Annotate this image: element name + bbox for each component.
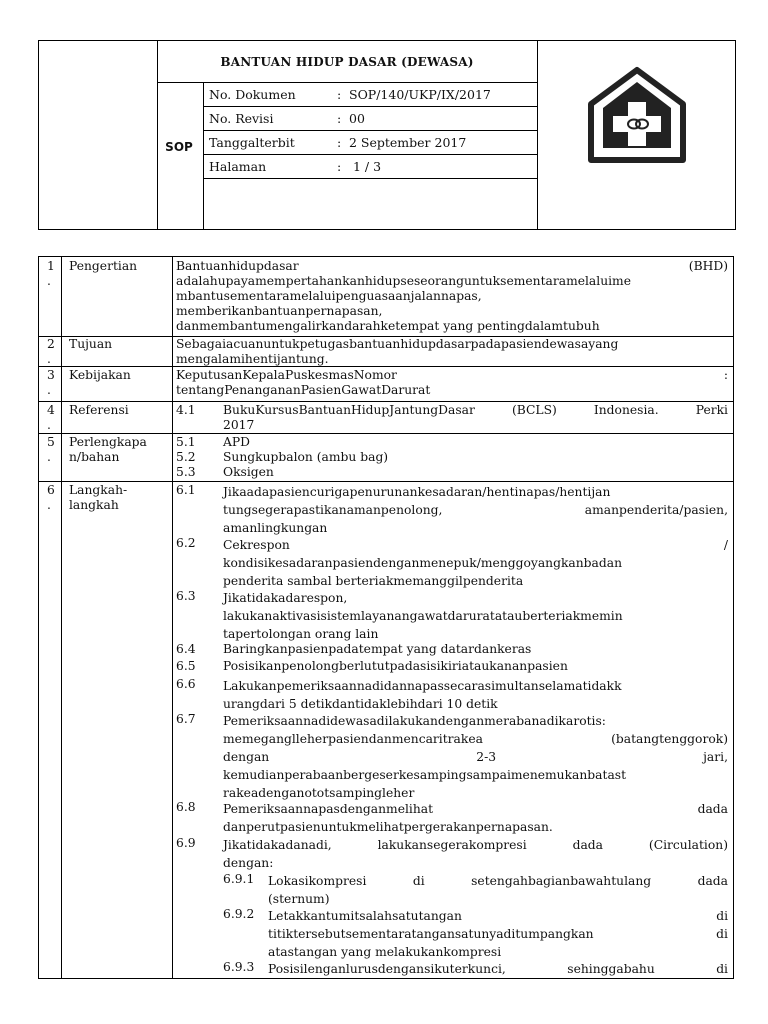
content-line: BukuKursusBantuanHidupJantungDasar (BCLS) Indonesia. Perki <box>223 403 728 417</box>
item-number: 5.3 <box>176 465 196 479</box>
content-line: danmembantumengalirkandarahketempat yang pentingdalamtubuh <box>176 319 600 333</box>
step-number: 6.2 <box>176 536 196 550</box>
substep-text <box>268 872 728 908</box>
meta-label: Halaman <box>209 158 267 174</box>
content-line: dengan 2-3 jari, <box>223 750 728 764</box>
step-text: Posisikanpenolongberlututpadasisikiriataukananpasien <box>223 659 568 673</box>
row-number <box>47 368 55 398</box>
content-line: urangdari 5 detikdantidaklebihdari 10 detik <box>223 697 498 711</box>
content-line: mengalamihentijantung. <box>176 352 329 366</box>
item-text: APD <box>223 435 251 449</box>
content-line: rakeadenganototsampingleher <box>223 786 415 800</box>
content-line: kondisikesadaranpasiendenganmenepuk/menggoyangkanbadan <box>223 556 622 570</box>
content-line: dengan: <box>223 856 274 870</box>
content-line: atastangan yang melakukankompresi <box>268 945 502 959</box>
row-number-text: 6 <box>47 483 55 497</box>
content-line: 2017 <box>223 418 255 432</box>
row-number-dot: . <box>47 498 51 512</box>
meta-value: SOP/140/UKP/IX/2017 <box>349 86 491 102</box>
step-number: 6.4 <box>176 642 196 656</box>
sop-header-box <box>38 40 736 230</box>
row-number-dot: . <box>47 352 51 366</box>
row-number-text: 1 <box>47 259 55 273</box>
content-line: Bantuanhidupdasar (BHD) <box>176 259 728 273</box>
meta-row-page <box>205 154 537 178</box>
row-label-langkah <box>69 483 127 513</box>
row-label-tujuan: Tujuan <box>69 337 113 351</box>
row-content-pengertian <box>176 259 728 334</box>
item-text <box>223 403 728 433</box>
row-number <box>47 435 55 465</box>
row-number <box>47 337 55 367</box>
content-line: memeganglleherpasiendanmencaritrakea (batangtenggorok) <box>223 732 728 746</box>
meta-row-revision <box>205 106 537 130</box>
content-line: Lokasikompresi di setengahbagianbawahtulang dada <box>268 874 728 888</box>
row-divider <box>39 433 733 434</box>
step-number: 6.5 <box>176 659 196 673</box>
content-line: Pemeriksaannadidewasadilakukandenganmerabanadikarotis: <box>223 714 606 728</box>
row-number-text: 4 <box>47 403 55 417</box>
meta-label: No. Revisi <box>209 110 274 126</box>
row-content-tujuan <box>176 337 728 367</box>
step-number: 6.1 <box>176 483 196 497</box>
substep-number: 6.9.1 <box>223 872 255 886</box>
content-line: lakukanaktivasisistemlayanangawatdaruratatauberteriakmemin <box>223 609 623 623</box>
step-number: 6.3 <box>176 589 196 603</box>
substep-number: 6.9.3 <box>223 960 255 974</box>
row-content-kebijakan <box>176 368 728 398</box>
meta-label: Tanggalterbit <box>209 134 295 150</box>
step-text <box>223 536 728 590</box>
sop-label: SOP <box>165 140 193 154</box>
meta-row-document-number <box>205 82 537 106</box>
content-line: Jikatidakadanadi, lakukansegerakompresi dada (Circulation) <box>223 838 728 852</box>
label-line: n/bahan <box>69 450 120 464</box>
content-line: Cekrespon / <box>223 538 728 552</box>
row-label-kebijakan: Kebijakan <box>69 368 131 382</box>
item-text: Oksigen <box>223 465 274 479</box>
content-line: adalahupayamempertahankanhidupseseoranguntuksementaramelaluime <box>176 274 631 288</box>
meta-separator: : <box>337 110 342 126</box>
row-number <box>47 259 55 289</box>
step-text <box>223 712 728 802</box>
meta-separator: : <box>337 158 342 174</box>
label-line: Langkah- <box>69 483 128 497</box>
content-line: titiktersebutsementaratangansatunyaditumpangkan di <box>268 927 728 941</box>
content-line: memberikanbantuanpernapasan, <box>176 304 383 318</box>
sop-content-table <box>38 256 734 979</box>
meta-separator: : <box>337 86 342 102</box>
item-number: 5.1 <box>176 435 196 449</box>
row-number <box>47 403 55 433</box>
content-line: Pemeriksaannapasdenganmelihat dada <box>223 802 728 816</box>
row-number-text: 3 <box>47 368 55 382</box>
document-title: BANTUAN HIDUP DASAR (DEWASA) <box>220 54 474 69</box>
row-number-dot: . <box>47 383 51 397</box>
content-line: Posisilenganlurusdengansikuterkunci, sehinggabahu di <box>268 962 728 976</box>
content-line: tapertolongan orang lain <box>223 627 379 641</box>
item-text: Sungkupbalon (ambu bag) <box>223 450 389 464</box>
item-number: 5.2 <box>176 450 196 464</box>
content-line: Jikaadapasiencurigapenurunankesadaran/hentinapas/hentijan <box>223 485 611 499</box>
label-line: langkah <box>69 498 119 512</box>
row-number-dot: . <box>47 450 51 464</box>
step-number: 6.8 <box>176 800 196 814</box>
row-number-text: 5 <box>47 435 55 449</box>
step-number: 6.7 <box>176 712 196 726</box>
header-divider <box>203 82 204 229</box>
content-line: Sebagaiacuanuntukpetugasbantuanhidupdasarpadapasiendewasayang <box>176 337 619 351</box>
row-number-text: 2 <box>47 337 55 351</box>
row-label-perlengkapan <box>69 435 147 465</box>
step-number: 6.6 <box>176 677 196 691</box>
substep-number: 6.9.2 <box>223 907 255 921</box>
content-line: Lakukanpemeriksaannadidannapassecarasimultanselamatidakk <box>223 679 622 693</box>
step-text <box>223 483 728 537</box>
meta-label: No. Dokumen <box>209 86 296 102</box>
row-divider <box>39 401 733 402</box>
content-line: KeputusanKepalaPuskesmasNomor : <box>176 368 728 382</box>
step-number: 6.9 <box>176 836 196 850</box>
label-line: Perlengkapa <box>69 435 147 449</box>
row-label-referensi: Referensi <box>69 403 129 417</box>
substep-text <box>268 907 728 961</box>
content-line: amanlingkungan <box>223 521 328 535</box>
puskesmas-logo-icon <box>587 66 687 166</box>
row-label-pengertian: Pengertian <box>69 259 138 273</box>
content-line: kemudianperabaanbergeserkesampingsampaimenemukanbatast <box>223 768 627 782</box>
row-number-dot: . <box>47 418 51 432</box>
meta-value: 2 September 2017 <box>349 134 467 150</box>
content-line: mbantusementaramelaluipenguasaanjalannapas, <box>176 289 482 303</box>
meta-value: 00 <box>349 110 365 126</box>
row-number <box>47 483 55 513</box>
meta-row-issue-date <box>205 130 537 154</box>
content-line: (sternum) <box>268 892 330 906</box>
step-text <box>223 800 728 836</box>
content-line: penderita sambal berteriakmemanggilpenderita <box>223 574 524 588</box>
row-divider <box>39 481 733 482</box>
step-text <box>223 836 728 872</box>
meta-value: 1 / 3 <box>349 158 382 174</box>
step-text <box>223 677 728 713</box>
header-rule <box>203 178 537 179</box>
step-text <box>223 589 728 643</box>
header-divider <box>537 41 538 229</box>
content-line: Letakkantumitsalahsatutangan di <box>268 909 728 923</box>
content-line: Jikatidakadarespon, <box>223 591 348 605</box>
content-line: tungsegerapastikanamanpenolong, amanpenderita/pasien, <box>223 503 728 517</box>
content-line: danperutpasienuntukmelihatpergerakanpernapasan. <box>223 820 553 834</box>
substep-text <box>268 960 728 978</box>
item-number: 4.1 <box>176 403 196 417</box>
row-number-dot: . <box>47 274 51 288</box>
content-line: tentangPenangananPasienGawatDarurat <box>176 383 431 397</box>
meta-separator: : <box>337 134 342 150</box>
step-text: Baringkanpasienpadatempat yang datardankeras <box>223 642 532 656</box>
